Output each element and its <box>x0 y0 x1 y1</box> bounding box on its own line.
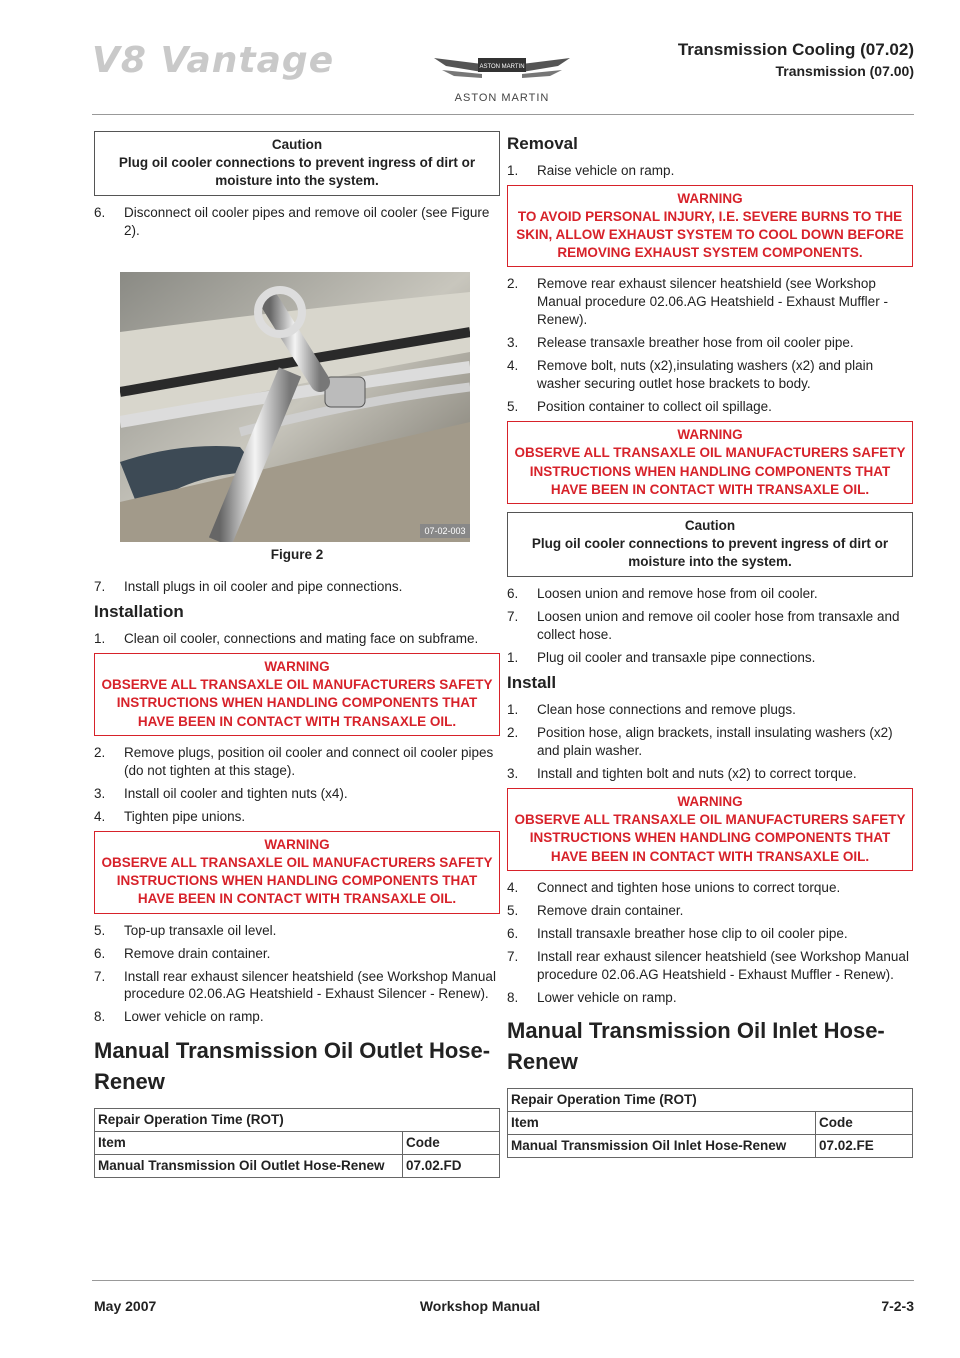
section-heading: Manual Transmission Oil Outlet Hose-Renew <box>94 1038 491 1095</box>
warning-title: WARNING <box>264 836 330 852</box>
list-item: 5. Position container to collect oil spillage. <box>507 399 772 415</box>
caution-box <box>507 512 913 577</box>
list-item: 7. Install rear exhaust silencer heatshield (see Workshop Manual procedure 02.06.AG Heatshield - Exhaust Silencer - Renew). <box>94 968 496 1002</box>
caution-title: Caution <box>271 137 323 152</box>
emblem-text: ASTON MARTIN <box>479 64 525 70</box>
step-list <box>94 922 500 1027</box>
rot-title: Repair Operation Time (ROT) <box>508 1089 913 1112</box>
removal-heading: Removal <box>507 134 578 153</box>
rot-title: Repair Operation Time (ROT) <box>95 1108 500 1131</box>
list-item: 6. Loosen union and remove hose from oil cooler. <box>507 585 818 601</box>
list-item: 1. Clean oil cooler, connections and mating face on subframe. <box>94 631 479 647</box>
figure-2-photo <box>120 272 470 542</box>
list-item: 2. Remove plugs, position oil cooler and connect oil cooler pipes (do not tighten at this stage). <box>94 744 494 778</box>
install-heading: Install <box>507 673 557 693</box>
list-item: 7. Loosen union and remove oil cooler hose from transaxle and collect hose. <box>507 608 900 642</box>
list-item: 3. Install and tighten bolt and nuts (x2) to correct torque. <box>507 765 857 781</box>
step-list <box>507 701 913 783</box>
warning-title: WARNING <box>677 793 743 809</box>
list-item: 6. Install transaxle breather hose clip to oil cooler pipe. <box>507 925 848 941</box>
step-list <box>507 162 913 180</box>
warning-text: TO AVOID PERSONAL INJURY, I.E. SEVERE BURNS TO THE SKIN, ALLOW EXHAUST SYSTEM TO COOL DOWN BEFORE REMOVING EXHAUST SYSTEM COMPONENTS. <box>516 208 904 261</box>
v8-vantage-logo: V8 Vantage <box>92 40 335 81</box>
warning-box <box>94 831 500 914</box>
left-column <box>94 131 500 1178</box>
step-list <box>94 578 500 596</box>
page-title: Transmission Cooling (07.02) <box>677 40 914 59</box>
list-item: 7. Install plugs in oil cooler and pipe connections. <box>94 578 403 594</box>
step-list <box>94 744 500 826</box>
rot-code: 07.02.FE <box>816 1134 913 1157</box>
list-item: 1. Clean hose connections and remove plugs. <box>507 702 796 718</box>
warning-title: WARNING <box>677 190 743 206</box>
header-divider <box>92 114 914 115</box>
section-heading: Manual Transmission Oil Inlet Hose-Renew <box>507 1018 885 1075</box>
figure-caption: Figure 2 <box>270 546 324 562</box>
warning-text: OBSERVE ALL TRANSAXLE OIL MANUFACTURERS SAFETY INSTRUCTIONS WHEN HANDLING COMPONENTS THAT HAVE BEEN IN CONTACT WITH TRANSAXLE OIL. <box>514 445 906 497</box>
list-item: 5. Remove drain container. <box>507 902 684 918</box>
rot-table <box>94 1108 500 1178</box>
list-item: 1. Plug oil cooler and transaxle pipe connections. <box>507 649 816 665</box>
rot-item: Manual Transmission Oil Inlet Hose-Renew <box>508 1134 816 1157</box>
rot-col-item: Item <box>508 1112 816 1135</box>
list-item: 2. Position hose, align brackets, install insulating washers (x2) and plain washer. <box>507 725 893 758</box>
installation-heading: Installation <box>94 602 184 622</box>
warning-box <box>507 185 913 268</box>
list-item: 1. Raise vehicle on ramp. <box>507 162 675 178</box>
list-item: 5. Top-up transaxle oil level. <box>94 922 277 938</box>
caution-box <box>94 131 500 196</box>
list-item: 3. Install oil cooler and tighten nuts (x4). <box>94 785 348 801</box>
list-item: 8. Lower vehicle on ramp. <box>507 989 677 1005</box>
footer-manual: Workshop Manual <box>419 1298 541 1314</box>
list-item: 2. Remove rear exhaust silencer heatshield (see Workshop Manual procedure 02.06.AG Heatshield - Exhaust Muffler - Renew). <box>507 276 888 328</box>
list-item: 7. Install rear exhaust silencer heatshield (see Workshop Manual procedure 02.06.AG Heatshield - Exhaust Muffler - Renew). <box>507 948 909 982</box>
list-item: 6. Disconnect oil cooler pipes and remove oil cooler (see Figure 2). <box>94 204 490 238</box>
rot-code: 07.02.FD <box>403 1154 500 1177</box>
step-list <box>507 275 913 416</box>
figure-code: 07-02-003 <box>424 525 466 536</box>
caution-text: Plug oil cooler connections to prevent ingress of dirt or moisture into the system. <box>118 155 476 189</box>
footer-date: May 2007 <box>94 1298 157 1314</box>
rot-table <box>507 1088 913 1158</box>
warning-text: OBSERVE ALL TRANSAXLE OIL MANUFACTURERS SAFETY INSTRUCTIONS WHEN HANDLING COMPONENTS THAT HAVE BEEN IN CONTACT WITH TRANSAXLE OIL. <box>514 812 906 864</box>
rot-item: Manual Transmission Oil Outlet Hose-Renew <box>95 1154 403 1177</box>
step-list <box>94 630 500 648</box>
step-list <box>94 204 500 240</box>
list-item: 6. Remove drain container. <box>94 945 271 961</box>
step-list <box>507 585 913 667</box>
brand-name: ASTON MARTIN <box>454 92 550 104</box>
page-subtitle: Transmission (07.00) <box>775 63 914 79</box>
rot-col-code: Code <box>403 1131 500 1154</box>
warning-box <box>507 421 913 504</box>
right-column <box>507 131 913 1158</box>
warning-text: OBSERVE ALL TRANSAXLE OIL MANUFACTURERS SAFETY INSTRUCTIONS WHEN HANDLING COMPONENTS THAT HAVE BEEN IN CONTACT WITH TRANSAXLE OIL. <box>101 854 493 907</box>
list-item: 4. Connect and tighten hose unions to correct torque. <box>507 879 841 895</box>
list-item: 4. Tighten pipe unions. <box>94 808 246 824</box>
warning-title: WARNING <box>677 427 743 443</box>
footer-divider <box>92 1280 914 1281</box>
warning-title: WARNING <box>264 659 330 675</box>
caution-text: Plug oil cooler connections to prevent ingress of dirt or moisture into the system. <box>531 536 889 570</box>
warning-box <box>507 788 913 871</box>
caution-title: Caution <box>684 517 736 533</box>
warning-text: OBSERVE ALL TRANSAXLE OIL MANUFACTURERS SAFETY INSTRUCTIONS WHEN HANDLING COMPONENTS THAT HAVE BEEN IN CONTACT WITH TRANSAXLE OIL. <box>101 677 493 729</box>
rot-col-code: Code <box>816 1112 913 1135</box>
list-item: 8. Lower vehicle on ramp. <box>94 1009 264 1025</box>
warning-box <box>94 653 500 736</box>
oil-cooler-photo <box>120 272 470 542</box>
step-list <box>507 879 913 1007</box>
rot-col-item: Item <box>95 1131 403 1154</box>
footer-page-number: 7-2-3 <box>881 1298 914 1314</box>
list-item: 3. Release transaxle breather hose from oil cooler pipe. <box>507 335 854 351</box>
list-item: 4. Remove bolt, nuts (x2),insulating washers (x2) and plain washer securing outlet hose brackets to body. <box>507 358 874 392</box>
